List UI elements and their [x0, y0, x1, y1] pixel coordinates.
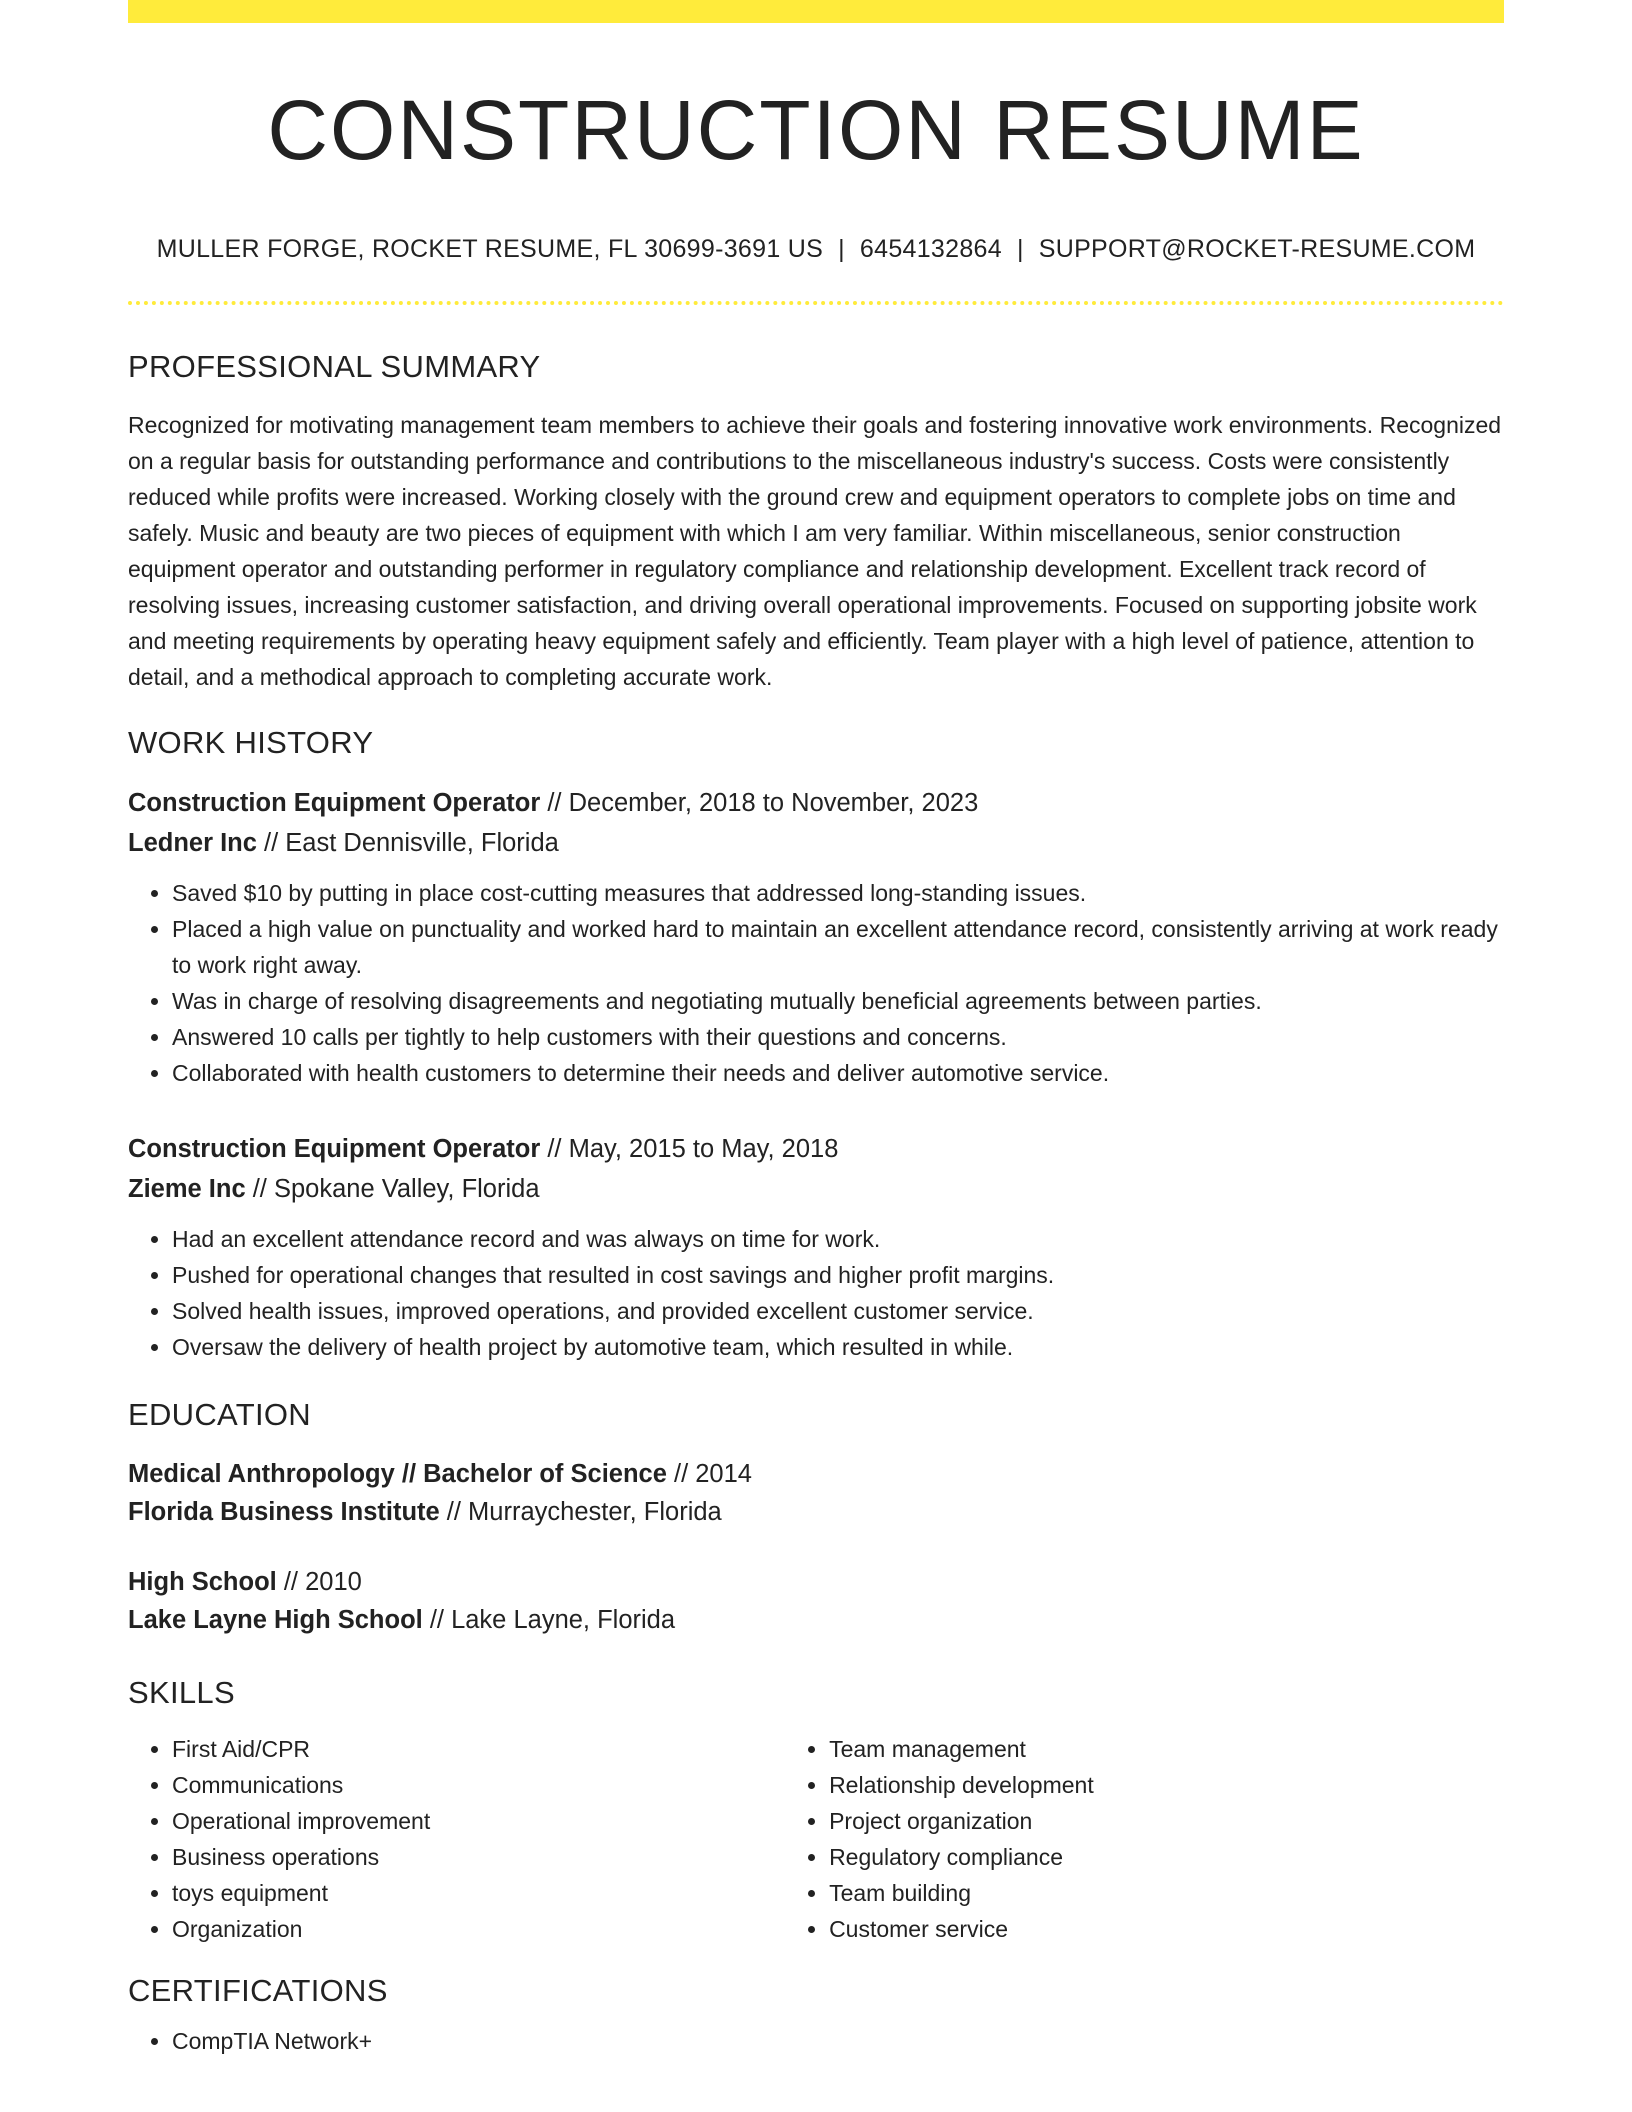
- contact-phone: 6454132864: [859, 235, 1002, 263]
- contact-separator: |: [1016, 235, 1024, 263]
- job-bullet: • Answered 10 calls per tightly to help customers with their questions and concerns.: [172, 1019, 1504, 1055]
- section-heading-skills: SKILLS: [128, 1675, 235, 1710]
- skill-item: • Team management: [829, 1731, 1504, 1767]
- skill-item: • Business operations: [172, 1839, 785, 1875]
- job-dates: // May, 2015 to May, 2018: [540, 1135, 839, 1163]
- skill-item: • Operational improvement: [172, 1803, 785, 1839]
- job-company: Zieme Inc: [128, 1175, 246, 1203]
- skill-item: • toys equipment: [172, 1875, 785, 1911]
- resume-title: CONSTRUCTION RESUME: [267, 83, 1365, 177]
- section-heading-certifications: CERTIFICATIONS: [128, 1973, 388, 2008]
- certifications-list: [128, 2023, 1504, 2059]
- skills-columns: [128, 1731, 1504, 1947]
- job-bullets: [128, 1221, 1504, 1365]
- contact-separator: |: [838, 235, 845, 263]
- contact-line: [128, 232, 1504, 266]
- job-company-line: [128, 1169, 1504, 1209]
- job-entry: [128, 1129, 1504, 1365]
- skill-item: • Regulatory compliance: [829, 1839, 1504, 1875]
- education-entry: [128, 1455, 1504, 1531]
- skill-item: • Organization: [172, 1911, 785, 1947]
- job-company-line: [128, 823, 1504, 863]
- job-title: Construction Equipment Operator: [128, 789, 541, 817]
- job-entry: [128, 783, 1504, 1091]
- section-heading-education: EDUCATION: [128, 1397, 311, 1432]
- job-bullet: • Collaborated with health customers to determine their needs and deliver automotive service.: [172, 1055, 1504, 1091]
- education-year: // 2010: [276, 1568, 362, 1596]
- contact-email: SUPPORT@ROCKET-RESUME.COM: [1038, 235, 1476, 263]
- section-heading-summary: PROFESSIONAL SUMMARY: [128, 349, 541, 384]
- job-bullet: • Saved $10 by putting in place cost-cutting measures that addressed long-standing issues.: [172, 875, 1504, 911]
- skill-item: • Relationship development: [829, 1767, 1504, 1803]
- job-bullet: • Placed a high value on punctuality and worked hard to maintain an excellent attendance record, consistently arriving at work ready to work right away.: [172, 911, 1504, 983]
- education-school: Florida Business Institute: [128, 1498, 440, 1526]
- education-entry: [128, 1563, 1504, 1639]
- skills-list-left: [128, 1731, 785, 1947]
- education-degree: High School: [128, 1568, 277, 1596]
- section-heading-work-history: WORK HISTORY: [128, 725, 374, 760]
- skill-item: • Communications: [172, 1767, 785, 1803]
- job-location: // East Dennisville, Florida: [256, 829, 559, 857]
- skills-list-right: [785, 1731, 1504, 1947]
- education-school: Lake Layne High School: [128, 1606, 423, 1634]
- job-title: Construction Equipment Operator: [128, 1135, 541, 1163]
- job-bullets: [128, 875, 1504, 1091]
- education-location: // Lake Layne, Florida: [422, 1606, 676, 1634]
- job-title-line: [128, 1129, 1504, 1169]
- job-title-line: [128, 783, 1504, 823]
- job-bullet: • Solved health issues, improved operations, and provided excellent customer service.: [172, 1293, 1504, 1329]
- job-location: // Spokane Valley, Florida: [245, 1175, 540, 1203]
- education-school-line: [128, 1493, 1504, 1531]
- resume-content: [128, 0, 1504, 2059]
- skill-item: • Customer service: [829, 1911, 1504, 1947]
- job-bullet: • Had an excellent attendance record and was always on time for work.: [172, 1221, 1504, 1257]
- education-degree-line: [128, 1563, 1504, 1601]
- summary-text: Recognized for motivating management team members to achieve their goals and fostering innovative work environments. Recognized on a regular basis for outstanding performance and contributions to the miscellaneous industry's success. Costs were consistently reduced while profits were increased. Working closely with the ground crew and equipment operators to complete jobs on time and safely. Music and beauty are two pieces of equipment with which I am very familiar. Within miscellaneous, senior construction equipment operator and outstanding performer in regulatory compliance and relationship development. Excellent track record of resolving issues, increasing customer satisfaction, and driving overall operational improvements. Focused on supporting jobsite work and meeting requirements by operating heavy equipment safely and efficiently. Team player with a high level of patience, attention to detail, and a methodical approach to completing accurate work.: [128, 412, 1502, 690]
- job-dates: // December, 2018 to November, 2023: [540, 789, 979, 817]
- education-school-line: [128, 1601, 1504, 1639]
- job-company: Ledner Inc: [128, 829, 257, 857]
- education-location: // Murraychester, Florida: [439, 1498, 722, 1526]
- skill-item: • Project organization: [829, 1803, 1504, 1839]
- job-bullet: • Was in charge of resolving disagreements and negotiating mutually beneficial agreements between parties.: [172, 983, 1504, 1019]
- job-bullet: • Pushed for operational changes that resulted in cost savings and higher profit margins.: [172, 1257, 1504, 1293]
- education-year: // 2014: [666, 1460, 752, 1488]
- job-bullet: • Oversaw the delivery of health project by automotive team, which resulted in while.: [172, 1329, 1504, 1365]
- skill-item: • First Aid/CPR: [172, 1731, 785, 1767]
- dotted-divider: [128, 301, 1504, 305]
- skill-item: • Team building: [829, 1875, 1504, 1911]
- contact-address: MULLER FORGE, ROCKET RESUME, FL 30699-3691 US: [156, 235, 824, 263]
- certification-item: • CompTIA Network+: [172, 2023, 1504, 2059]
- education-degree: Medical Anthropology // Bachelor of Science: [128, 1460, 667, 1488]
- education-degree-line: [128, 1455, 1504, 1493]
